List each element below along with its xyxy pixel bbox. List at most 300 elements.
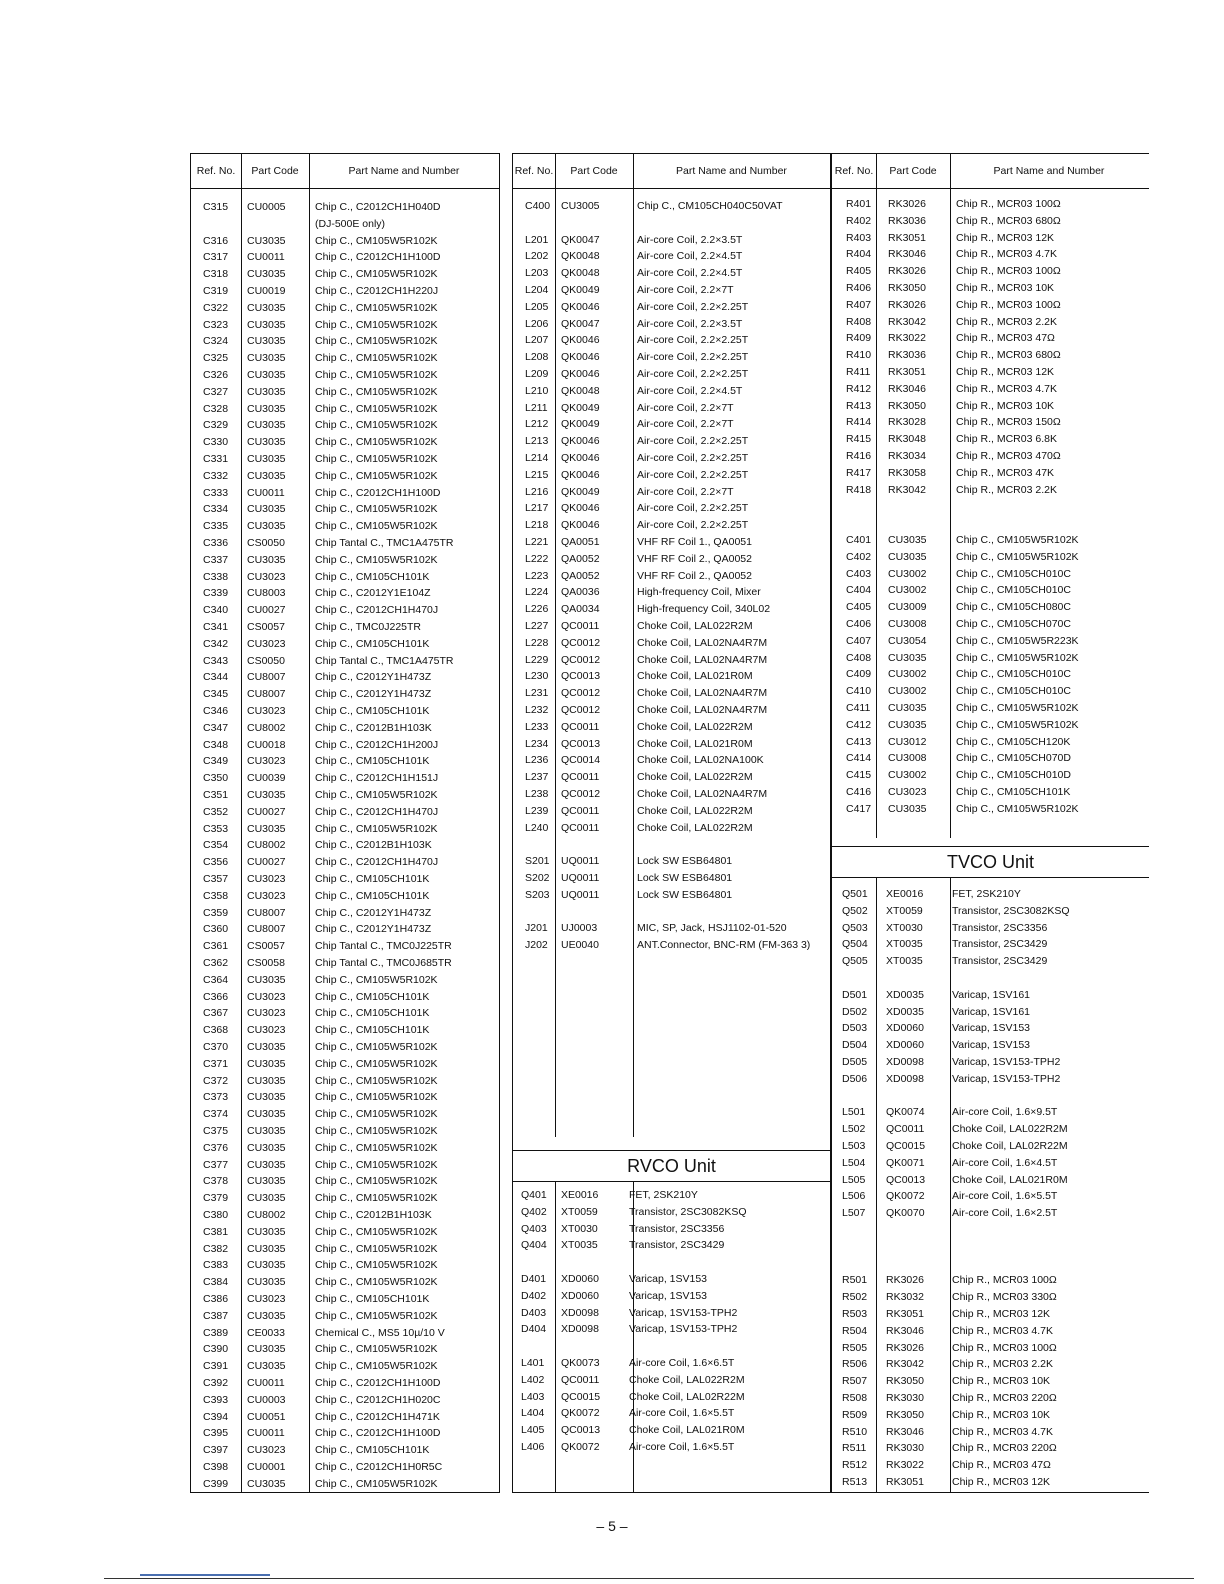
table-row bbox=[832, 666, 1149, 683]
part-name-cell: High-frequency Coil, Mixer bbox=[637, 586, 761, 599]
table-row bbox=[513, 416, 830, 433]
part-name-cell: Chip C., CM105W5R102K bbox=[315, 419, 438, 432]
ref-cell: C331 bbox=[203, 453, 229, 465]
ref-cell: C349 bbox=[203, 755, 229, 768]
part-name-cell: Chip C., C2012CH1H200J bbox=[315, 738, 439, 751]
part-name-cell: Air-core Coil, 1.6×6.5T bbox=[629, 1357, 735, 1369]
ref-cell: L229 bbox=[525, 653, 549, 666]
table-row bbox=[513, 332, 830, 349]
part-name-cell: Air-core Coil, 2.2×2.25T bbox=[637, 468, 749, 481]
part-code-cell: XD0035 bbox=[886, 988, 924, 1001]
ref-cell: Q501 bbox=[842, 888, 868, 900]
part-code-cell: XE0016 bbox=[886, 888, 924, 900]
part-code-cell: CU3002 bbox=[888, 584, 927, 597]
part-name-cell: Chip R., MCR03 2.2K bbox=[952, 1358, 1053, 1371]
part-code-cell: CU3023 bbox=[888, 786, 927, 798]
part-name-cell: Air-core Coil, 2.2×2.25T bbox=[637, 435, 749, 448]
ref-cell: C351 bbox=[203, 789, 229, 801]
table-row bbox=[832, 1239, 1149, 1256]
table-row bbox=[832, 970, 1149, 987]
table-row bbox=[191, 1224, 499, 1241]
bottom-rule bbox=[104, 1578, 1194, 1579]
table-row bbox=[513, 450, 830, 467]
part-code-cell: CU3012 bbox=[888, 735, 927, 748]
part-name-cell: Chip C., TMC0J225TR bbox=[315, 621, 422, 633]
ref-cell: R511 bbox=[842, 1442, 867, 1455]
part-code-cell: CU3008 bbox=[888, 618, 927, 630]
ref-cell: L208 bbox=[525, 351, 549, 364]
ref-cell: L223 bbox=[525, 569, 549, 582]
part-name-cell: Chip C., CM105CH101K bbox=[315, 705, 430, 717]
part-name-cell: Chip C., CM105W5R102K bbox=[315, 973, 438, 986]
part-code-cell: XT0035 bbox=[561, 1239, 598, 1252]
part-name-cell: Chip C., CM105W5R102K bbox=[315, 1108, 438, 1121]
table-row bbox=[832, 1104, 1149, 1121]
part-code-cell: CU3023 bbox=[247, 1444, 286, 1457]
ref-cell: R402 bbox=[846, 214, 872, 227]
part-code-cell: XD0098 bbox=[561, 1306, 599, 1319]
tvco-unit-title: TVCO Unit bbox=[832, 846, 1149, 878]
ref-cell: L406 bbox=[521, 1441, 545, 1453]
table-row bbox=[191, 333, 499, 350]
part-code-cell: CU8003 bbox=[247, 587, 286, 600]
ref-cell: C356 bbox=[203, 856, 229, 869]
part-code-cell: CU3023 bbox=[247, 889, 286, 902]
part-name-cell: Chip C., CM105W5R102K bbox=[315, 1276, 438, 1289]
part-code-cell: RK3026 bbox=[886, 1341, 924, 1354]
ref-cell: C322 bbox=[203, 301, 229, 314]
table-row bbox=[513, 433, 830, 450]
ref-cell: C343 bbox=[203, 654, 229, 667]
ref-cell: C395 bbox=[203, 1427, 229, 1440]
part-name-cell: Chip C., CM105CH101K bbox=[315, 755, 430, 768]
part-code-cell: CE0033 bbox=[247, 1326, 285, 1339]
table-row bbox=[832, 767, 1149, 784]
part-name-cell: Varicap, 1SV153-TPH2 bbox=[952, 1056, 1061, 1068]
part-code-cell: XT0035 bbox=[886, 955, 923, 968]
part-code-cell: RK3051 bbox=[886, 1476, 924, 1488]
part-code-cell: CU3035 bbox=[888, 550, 927, 563]
part-code-cell: CU0003 bbox=[247, 1393, 286, 1406]
part-code-cell: QK0048 bbox=[561, 267, 600, 280]
part-name-cell: Chip C., CM105W5R102K bbox=[315, 822, 438, 835]
part-code-cell: QC0013 bbox=[561, 737, 601, 750]
part-code-cell: RK3046 bbox=[888, 248, 926, 261]
ref-cell: C394 bbox=[203, 1410, 229, 1423]
part-name-cell: Chip C., C2012B1H103K bbox=[315, 721, 432, 734]
part-name-cell: Chip R., MCR03 100Ω bbox=[956, 198, 1061, 210]
ref-cell: L222 bbox=[525, 552, 549, 565]
table-row bbox=[191, 1123, 499, 1140]
ref-cell: L201 bbox=[525, 233, 549, 246]
part-code-cell: QK0048 bbox=[561, 250, 600, 263]
part-name-cell: Chip C., CM105W5R102K bbox=[315, 520, 438, 533]
ref-cell: R407 bbox=[846, 298, 872, 311]
part-code-cell: QC0011 bbox=[561, 1373, 600, 1386]
part-code-cell: CU0027 bbox=[247, 604, 286, 617]
table-row bbox=[191, 737, 499, 754]
ref-cell: C377 bbox=[203, 1158, 229, 1171]
table-row bbox=[832, 1020, 1149, 1037]
table-row bbox=[832, 314, 1149, 331]
ref-cell: C383 bbox=[203, 1259, 229, 1272]
part-code-cell: CU3035 bbox=[247, 1091, 286, 1104]
ref-cell: R403 bbox=[846, 231, 872, 244]
part-code-cell: QK0046 bbox=[561, 300, 600, 313]
table-row bbox=[191, 384, 499, 401]
table-row bbox=[513, 685, 830, 702]
part-code-cell: RK3042 bbox=[886, 1358, 924, 1371]
table-row bbox=[191, 1476, 499, 1493]
ref-cell: L230 bbox=[525, 670, 549, 683]
part-code-cell: XT0035 bbox=[886, 938, 923, 951]
part-code-cell: XD0098 bbox=[886, 1056, 924, 1068]
part-name-cell: Chip C., CM105W5R102K bbox=[315, 1259, 438, 1272]
table-row bbox=[832, 280, 1149, 297]
part-name-cell: Chip C., CM105W5R102K bbox=[315, 1091, 438, 1104]
part-name-cell: Chip R., MCR03 470Ω bbox=[956, 450, 1061, 462]
table-row bbox=[191, 434, 499, 451]
part-name-cell: Chip C., CM105W5R102K bbox=[315, 1192, 438, 1205]
part-name-cell: Chip R., MCR03 10K bbox=[952, 1408, 1051, 1421]
part-name-cell: Chip R., MCR03 2.2K bbox=[956, 483, 1057, 496]
part-code-cell: RK3022 bbox=[886, 1459, 924, 1472]
table-row bbox=[191, 720, 499, 737]
ref-cell: L507 bbox=[842, 1207, 866, 1220]
ref-cell: R412 bbox=[846, 382, 872, 395]
table-row bbox=[513, 1305, 830, 1322]
part-name-cell: Chip R., MCR03 220Ω bbox=[952, 1392, 1057, 1404]
part-name-cell: Chip R., MCR03 47Ω bbox=[952, 1459, 1051, 1472]
table-row bbox=[191, 535, 499, 552]
ref-cell: L506 bbox=[842, 1190, 866, 1203]
table-row bbox=[513, 232, 830, 249]
ref-cell: R405 bbox=[846, 265, 872, 278]
ref-cell: Q404 bbox=[521, 1239, 547, 1252]
table-row bbox=[832, 1356, 1149, 1373]
table-row bbox=[513, 618, 830, 635]
part-name-cell: Chip C., CM105W5R102K bbox=[315, 469, 438, 482]
part-code-cell: QC0011 bbox=[561, 821, 600, 834]
ref-cell: C415 bbox=[846, 769, 872, 782]
part-code-cell: RK3022 bbox=[888, 332, 926, 345]
part-name-cell: Choke Coil, LAL02R22M bbox=[629, 1390, 745, 1403]
table-row bbox=[191, 1425, 499, 1442]
table-row bbox=[513, 652, 830, 669]
ref-cell: R504 bbox=[842, 1324, 868, 1337]
table-row bbox=[191, 1409, 499, 1426]
part-name-cell: Varicap, 1SV153 bbox=[629, 1273, 708, 1285]
ref-cell: L203 bbox=[525, 267, 549, 280]
part-name-cell: Air-core Coil, 2.2×2.25T bbox=[637, 334, 749, 347]
part-name-cell: Varicap, 1SV161 bbox=[952, 988, 1031, 1001]
table-row bbox=[513, 265, 830, 282]
ref-cell: C402 bbox=[846, 550, 872, 563]
part-name-cell: Air-core Coil, 2.2×7T bbox=[637, 485, 734, 498]
table-row bbox=[832, 515, 1149, 532]
table-row bbox=[191, 636, 499, 653]
ref-cell: C347 bbox=[203, 721, 229, 734]
part-name-cell: Chip Tantal C., TMC0J225TR bbox=[315, 940, 452, 953]
part-code-cell: UQ0011 bbox=[561, 855, 600, 868]
part-name-cell: VHF RF Coil 2., QA0052 bbox=[637, 552, 752, 565]
part-code-cell: CU8002 bbox=[247, 839, 286, 852]
part-name-cell: Chip Tantal C., TMC1A475TR bbox=[315, 537, 454, 549]
part-code-cell: CU0019 bbox=[247, 285, 286, 297]
part-name-cell: Chip C., CM105W5R102K bbox=[956, 802, 1079, 815]
table-row bbox=[191, 1005, 499, 1022]
parts-table-column-3 bbox=[831, 153, 1149, 1493]
part-code-cell: RK3026 bbox=[888, 198, 926, 210]
table-row bbox=[832, 1172, 1149, 1189]
ref-cell: C345 bbox=[203, 688, 229, 701]
ref-cell: C405 bbox=[846, 601, 872, 614]
part-name-cell: Chip R., MCR03 10K bbox=[956, 282, 1055, 294]
part-name-cell: Chip C., CM105W5R102K bbox=[315, 453, 438, 465]
part-code-cell: CU3002 bbox=[888, 668, 927, 681]
part-name-cell: Air-core Coil, 1.6×5.5T bbox=[629, 1441, 735, 1453]
table-row bbox=[513, 215, 830, 232]
ref-cell: R509 bbox=[842, 1408, 868, 1421]
table-header bbox=[832, 154, 1149, 189]
ref-cell: L232 bbox=[525, 704, 549, 716]
part-name-cell: Chip R., MCR03 100Ω bbox=[952, 1341, 1057, 1354]
part-name-cell: Chip C., CM105W5R102K bbox=[315, 301, 438, 314]
table-row bbox=[832, 717, 1149, 734]
table-row bbox=[832, 1054, 1149, 1071]
part-code-cell: CU3035 bbox=[247, 1309, 286, 1322]
table-row bbox=[832, 599, 1149, 616]
part-name-cell: Chip C., C2012Y1H473Z bbox=[315, 671, 432, 684]
ref-cell: C352 bbox=[203, 805, 229, 818]
table-row bbox=[832, 1323, 1149, 1340]
part-name-cell: Chip C., C2012Y1H473Z bbox=[315, 906, 432, 919]
part-code-cell: RK3046 bbox=[888, 382, 926, 395]
part-name-cell: Chip R., MCR03 12K bbox=[952, 1476, 1051, 1488]
ref-cell: Q402 bbox=[521, 1205, 547, 1218]
table-row bbox=[191, 1190, 499, 1207]
ref-cell: S203 bbox=[525, 888, 550, 901]
part-name-cell: Chip C., CM105W5R102K bbox=[315, 1074, 438, 1087]
ref-cell: Q503 bbox=[842, 921, 868, 934]
part-code-cell: CU3035 bbox=[247, 469, 286, 482]
part-name-cell: Air-core Coil, 2.2×2.25T bbox=[637, 300, 749, 313]
ref-cell: C371 bbox=[203, 1057, 229, 1070]
part-code-cell: CU3035 bbox=[247, 1225, 286, 1238]
part-code-cell: CU3035 bbox=[247, 1259, 286, 1272]
ref-cell: R506 bbox=[842, 1358, 868, 1371]
ref-cell: C378 bbox=[203, 1175, 229, 1188]
ref-cell: C366 bbox=[203, 990, 229, 1003]
table-row bbox=[191, 1308, 499, 1325]
ref-cell: C386 bbox=[203, 1293, 229, 1305]
part-name-cell: Chip C., CM105W5R102K bbox=[315, 352, 438, 365]
part-name-cell: High-frequency Coil, 340L02 bbox=[637, 603, 771, 616]
part-name-cell: Chip C., CM105W5R102K bbox=[956, 718, 1079, 731]
part-name-cell: Air-core Coil, 2.2×2.25T bbox=[637, 502, 749, 515]
ref-cell: C354 bbox=[203, 839, 229, 852]
table-row bbox=[191, 972, 499, 989]
part-name-cell: Chip C., CM105CH101K bbox=[315, 990, 430, 1003]
part-code-cell: QC0015 bbox=[561, 1390, 601, 1403]
part-name-cell: Transistor, 2SC3356 bbox=[952, 921, 1048, 934]
part-code-cell: RK3050 bbox=[888, 399, 926, 412]
part-name-cell: Chip C., CM105CH040C50VAT bbox=[637, 200, 783, 212]
part-name-cell: Chip C., CM105W5R102K bbox=[315, 335, 438, 348]
table-row bbox=[832, 1390, 1149, 1407]
part-name-cell: Chip C., CM105CH101K bbox=[315, 889, 430, 902]
part-code-cell: QK0049 bbox=[561, 485, 600, 498]
ref-cell: L240 bbox=[525, 821, 549, 834]
ref-cell: C412 bbox=[846, 718, 872, 731]
part-name-cell: Chip C., C2012CH1H0R5C bbox=[315, 1461, 443, 1473]
part-name-cell: Chip C., CM105CH101K bbox=[315, 873, 430, 885]
part-name-cell: Chip C., CM105W5R102K bbox=[315, 1057, 438, 1070]
table-row bbox=[832, 381, 1149, 398]
ref-cell: C353 bbox=[203, 822, 229, 835]
part-name-cell: Chip C., CM105CH010D bbox=[956, 769, 1071, 782]
table-row bbox=[832, 196, 1149, 213]
ref-cell: C393 bbox=[203, 1393, 229, 1406]
part-code-cell: QK0072 bbox=[561, 1441, 600, 1453]
ref-cell: C367 bbox=[203, 1007, 229, 1020]
table-row bbox=[832, 1272, 1149, 1289]
table-row bbox=[513, 551, 830, 568]
part-name-cell: Varicap, 1SV161 bbox=[952, 1005, 1031, 1018]
ref-cell: L504 bbox=[842, 1156, 866, 1169]
table-row bbox=[191, 485, 499, 502]
part-name-cell: Chip C., C2012CH1H100D bbox=[315, 251, 441, 264]
part-code-cell: CU3035 bbox=[247, 301, 286, 314]
part-code-cell: QC0011 bbox=[561, 620, 600, 632]
ref-cell: R413 bbox=[846, 399, 872, 412]
ref-cell: C368 bbox=[203, 1024, 229, 1037]
table-row bbox=[513, 484, 830, 501]
part-code-cell: XD0060 bbox=[561, 1289, 599, 1302]
part-code-cell: QC0013 bbox=[561, 1424, 601, 1437]
ref-cell: C350 bbox=[203, 772, 229, 785]
part-name-cell: Chip C., CM105W5R102K bbox=[315, 1175, 438, 1188]
table-row bbox=[513, 534, 830, 551]
part-name-cell: Chip R., MCR03 10K bbox=[956, 399, 1055, 412]
ref-cell: C340 bbox=[203, 604, 229, 617]
table-row bbox=[191, 1173, 499, 1190]
part-code-cell: QK0074 bbox=[886, 1106, 925, 1119]
ref-cell: L214 bbox=[525, 452, 549, 464]
part-name-cell: Choke Coil, LAL022R2M bbox=[637, 720, 753, 733]
table-row bbox=[191, 1274, 499, 1291]
part-code-cell: CU3035 bbox=[247, 503, 286, 516]
part-code-cell: RK3058 bbox=[888, 466, 926, 479]
part-code-cell: CS0057 bbox=[247, 621, 285, 633]
part-code-cell: CU3035 bbox=[247, 1158, 286, 1171]
table-row bbox=[832, 616, 1149, 633]
table-row bbox=[191, 1375, 499, 1392]
table-row bbox=[513, 1221, 830, 1238]
table-row bbox=[191, 955, 499, 972]
ref-cell: C344 bbox=[203, 671, 229, 684]
part-code-cell: RK3046 bbox=[886, 1324, 924, 1337]
ref-cell: C380 bbox=[203, 1209, 229, 1221]
part-name-cell: Choke Coil, LAL022R2M bbox=[637, 821, 753, 834]
table-row bbox=[191, 686, 499, 703]
table-row bbox=[513, 500, 830, 517]
part-name-cell: Chip C., CM105CH120K bbox=[956, 735, 1071, 748]
part-name-cell: Chip C., C2012CH1H471K bbox=[315, 1410, 440, 1423]
table-row bbox=[513, 517, 830, 534]
table-row bbox=[191, 837, 499, 854]
ref-cell: L231 bbox=[525, 687, 549, 700]
part-name-cell: Choke Coil, LAL022R2M bbox=[629, 1373, 745, 1386]
table-row bbox=[832, 1037, 1149, 1054]
part-code-cell: CS0057 bbox=[247, 940, 285, 953]
ref-cell: C414 bbox=[846, 752, 872, 765]
part-name-cell: Chip R., MCR03 4.7K bbox=[952, 1425, 1053, 1438]
part-code-cell: CU3035 bbox=[247, 318, 286, 331]
part-name-cell: Air-core Coil, 2.2×2.25T bbox=[637, 351, 749, 364]
ref-cell: L218 bbox=[525, 519, 549, 532]
part-code-cell: XT0059 bbox=[561, 1205, 598, 1218]
part-name-cell: Choke Coil, LAL022R2M bbox=[637, 620, 753, 632]
part-name-cell: Chip C., CM105W5R102K bbox=[315, 318, 438, 331]
part-code-cell: XE0016 bbox=[561, 1189, 599, 1201]
ref-cell: C342 bbox=[203, 637, 229, 650]
part-code-cell: CU8007 bbox=[247, 906, 286, 919]
header-part-name: Part Name and Number bbox=[676, 164, 787, 177]
part-name-cell: Chip C., C2012CH1H100D bbox=[315, 486, 441, 499]
part-name-cell: Varicap, 1SV153-TPH2 bbox=[629, 1306, 738, 1319]
part-code-cell: RK3026 bbox=[888, 265, 926, 278]
part-name-cell: Chip C., C2012CH1H100D bbox=[315, 1377, 441, 1389]
table-row bbox=[513, 568, 830, 585]
part-code-cell: XD0060 bbox=[886, 1022, 924, 1035]
table-row bbox=[513, 668, 830, 685]
part-name-cell: Chip C., CM105W5R102K bbox=[315, 1141, 438, 1154]
part-code-cell: CU3035 bbox=[247, 369, 286, 381]
part-name-cell: Lock SW ESB64801 bbox=[637, 855, 733, 868]
table-row bbox=[513, 1439, 830, 1456]
ref-cell: L213 bbox=[525, 435, 549, 448]
ref-cell: C400 bbox=[525, 200, 551, 212]
part-name-cell: Transistor, 2SC3356 bbox=[629, 1222, 725, 1235]
table-row bbox=[832, 801, 1149, 818]
part-code-cell: QA0052 bbox=[561, 552, 600, 565]
table-row bbox=[191, 401, 499, 418]
part-code-cell: CU3035 bbox=[247, 436, 286, 449]
ref-cell: C325 bbox=[203, 352, 229, 365]
table-row bbox=[191, 1039, 499, 1056]
part-code-cell: CU3035 bbox=[247, 1192, 286, 1205]
part-name-cell: Chip R., MCR03 4.7K bbox=[952, 1324, 1053, 1337]
table-row bbox=[832, 1340, 1149, 1357]
part-name-cell: FET, 2SK210Y bbox=[629, 1189, 698, 1201]
ref-cell: L216 bbox=[525, 485, 549, 498]
part-code-cell: CU3035 bbox=[247, 1276, 286, 1289]
part-name-cell: Transistor, 2SC3082KSQ bbox=[629, 1205, 747, 1218]
table-row bbox=[513, 719, 830, 736]
table-row bbox=[191, 468, 499, 485]
table-row bbox=[513, 1288, 830, 1305]
table-row bbox=[832, 734, 1149, 751]
ref-cell: J202 bbox=[525, 939, 548, 952]
part-name-cell: Air-core Coil, 2.2×2.25T bbox=[637, 519, 749, 532]
table-row bbox=[832, 263, 1149, 280]
table-row bbox=[513, 584, 830, 601]
ref-cell: C392 bbox=[203, 1377, 229, 1389]
part-name-cell: Varicap, 1SV153-TPH2 bbox=[629, 1323, 738, 1336]
part-name-cell: Varicap, 1SV153 bbox=[952, 1022, 1031, 1035]
part-name-cell: Choke Coil, LAL022R2M bbox=[637, 804, 753, 817]
